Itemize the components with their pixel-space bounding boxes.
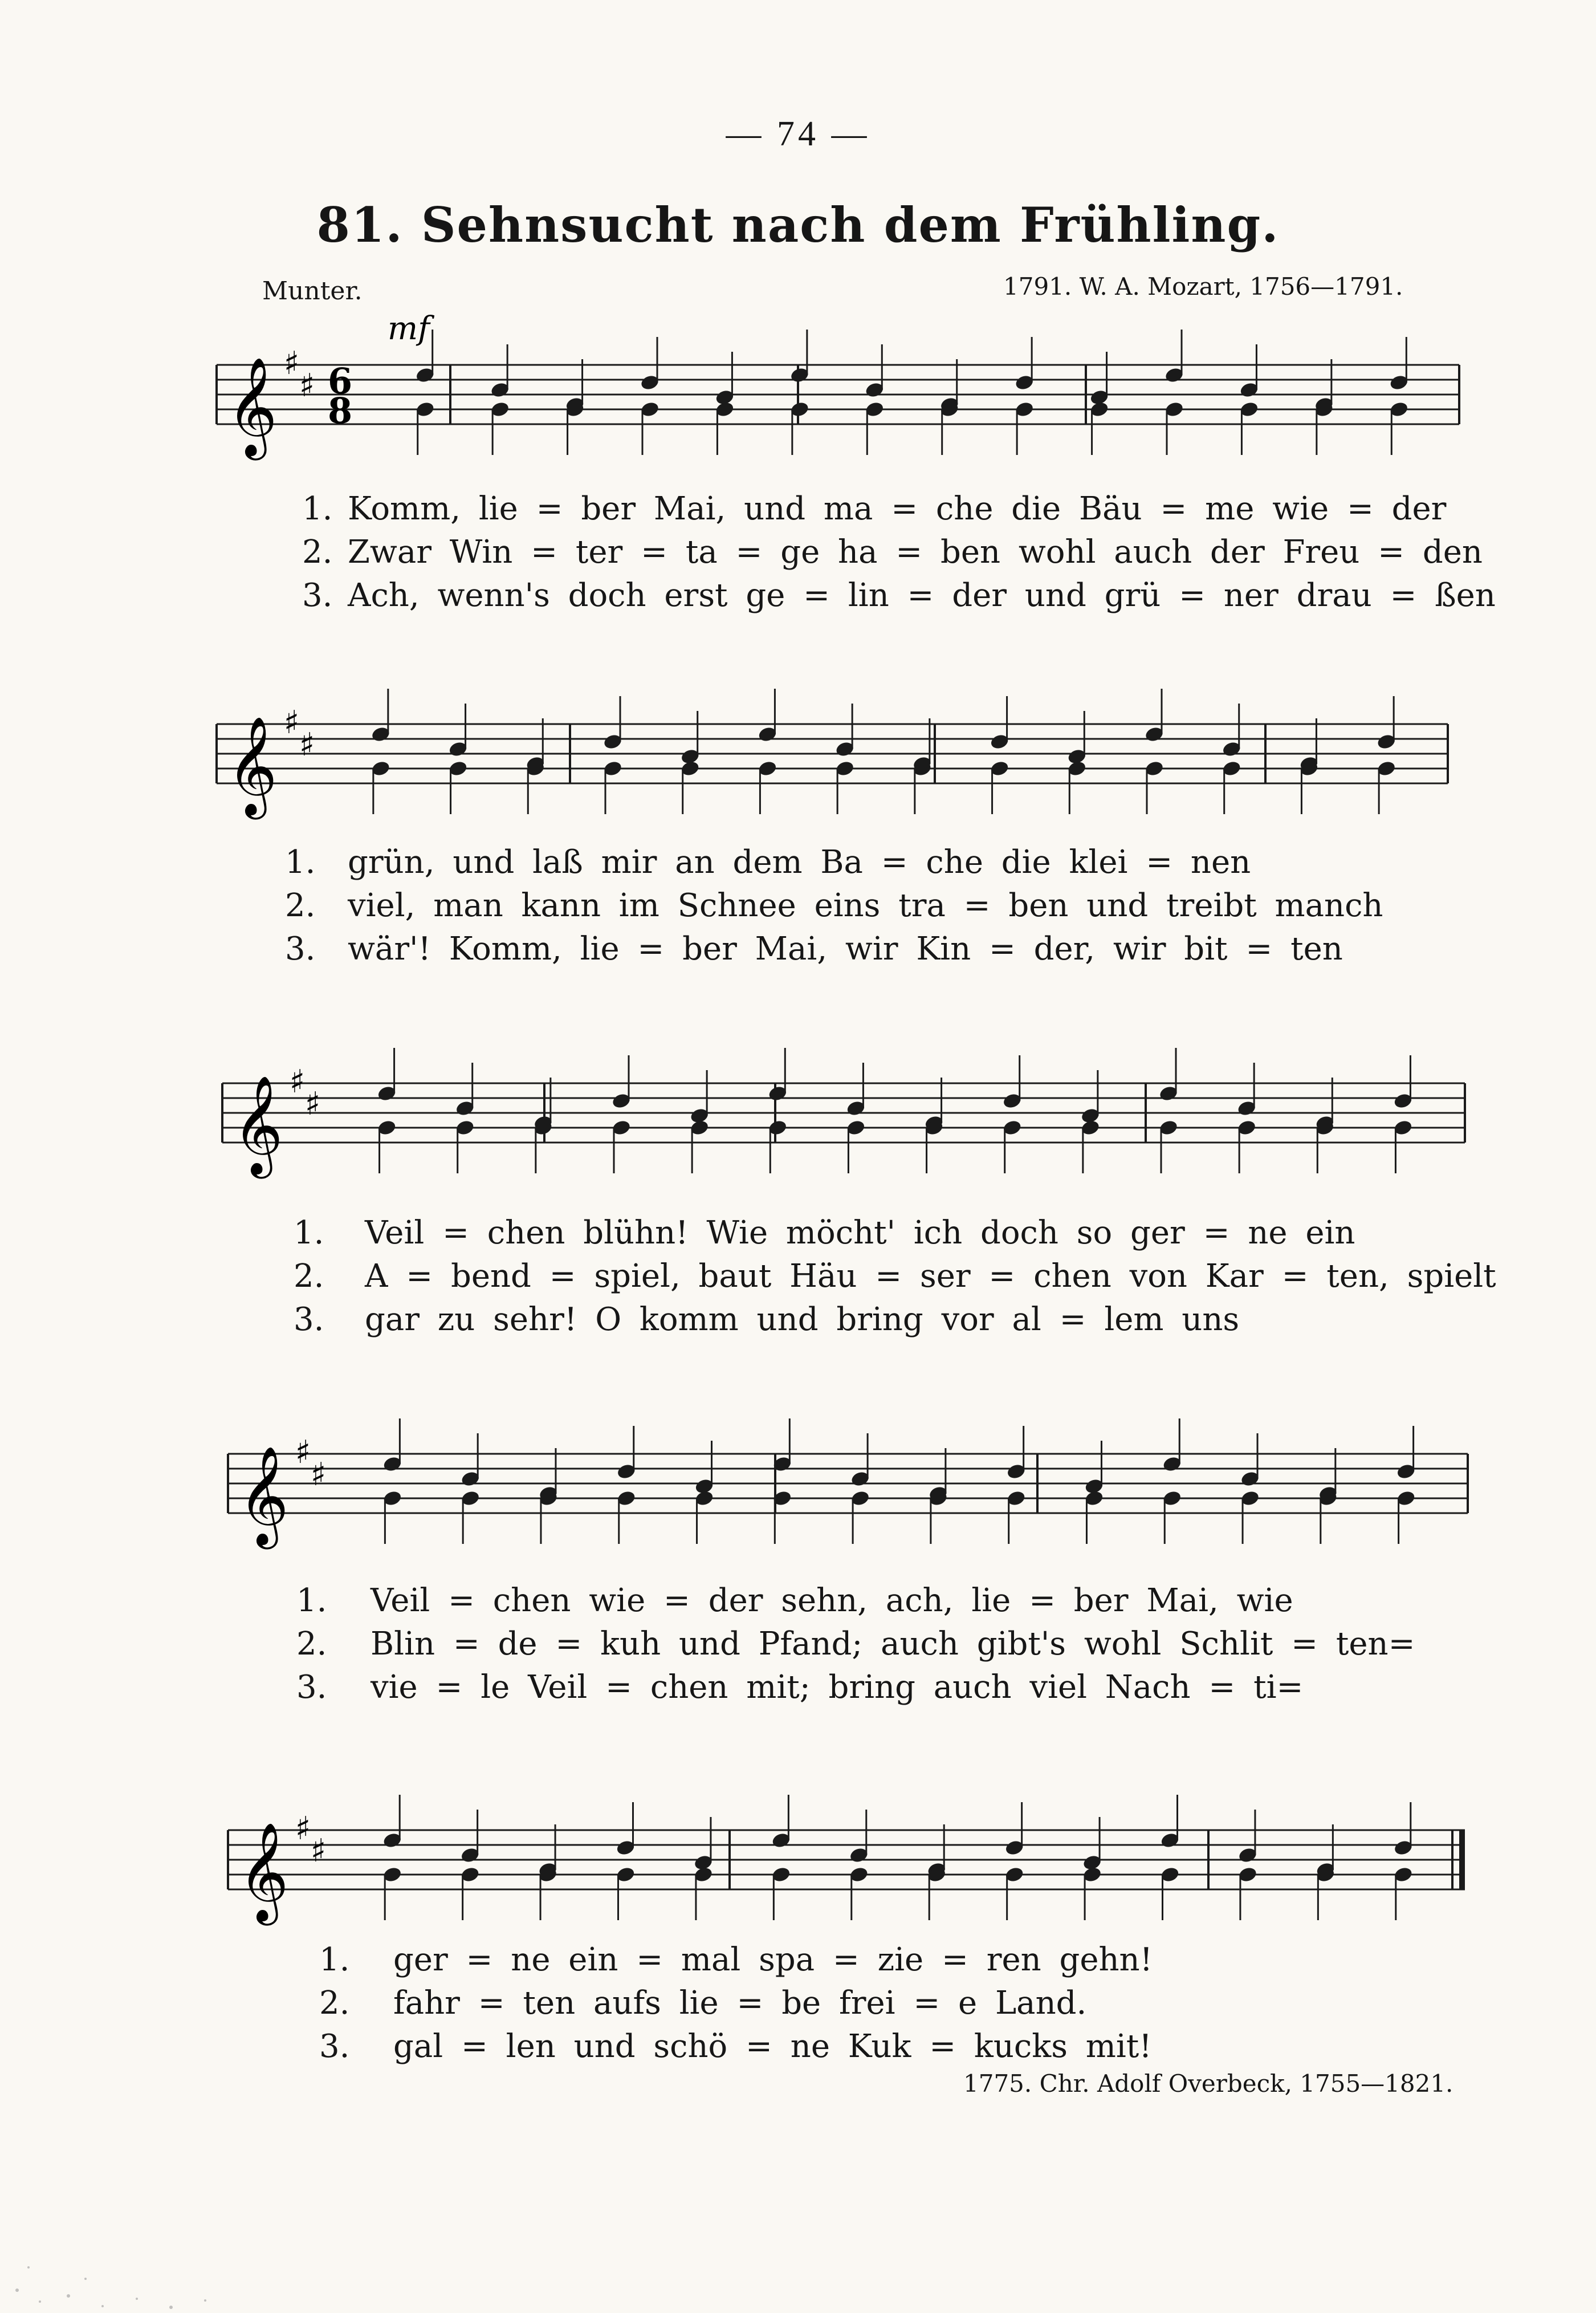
lyric-text: gal = len und schö = ne Kuk = kucks mit! <box>393 2028 1152 2065</box>
time-signature-bottom: 8 <box>328 390 353 432</box>
music-staff-system-2 <box>0 656 1596 815</box>
lyric-line <box>0 930 1596 975</box>
page-number: — 74 — <box>726 115 870 153</box>
lyric-line <box>0 1985 1596 2029</box>
treble-clef: 𝄞 <box>238 1822 289 1921</box>
lyric-line <box>0 1669 1596 1713</box>
sharp-sign: ♯ <box>311 1456 327 1493</box>
treble-clef: 𝄞 <box>233 1075 283 1174</box>
treble-clef: 𝄞 <box>227 716 278 815</box>
sharp-sign: ♯ <box>311 1832 327 1869</box>
verse-number: 1. <box>319 1941 350 1978</box>
music-staff-system-4 <box>0 1385 1596 1545</box>
sharp-sign: ♯ <box>290 1063 306 1100</box>
verse-number: 3. <box>296 1669 327 1706</box>
lyric-line <box>0 1625 1596 1670</box>
lyric-text: Veil = chen blühn! Wie möcht' ich doch so ger = ne ein <box>365 1214 1355 1251</box>
lyric-line <box>0 1941 1596 1986</box>
lyric-text: gar zu sehr! O komm und bring vor al = lem uns <box>365 1301 1240 1338</box>
verse-number: 1. <box>294 1214 324 1251</box>
lyric-line <box>0 1301 1596 1345</box>
sharp-sign: ♯ <box>305 1086 321 1123</box>
lyric-line <box>0 887 1596 932</box>
verse-number: 2. <box>296 1625 327 1662</box>
lyric-text: Blin = de = kuh und Pfand; auch gibt's wohl Schlit = ten= <box>370 1625 1415 1662</box>
verse-number: 3. <box>302 577 333 614</box>
lyric-text: A = bend = spiel, baut Häu = ser = chen von Kar = ten, spielt <box>365 1258 1496 1295</box>
verse-number: 1. <box>302 490 333 527</box>
verse-number: 1. <box>296 1582 327 1619</box>
verse-number: 2. <box>285 887 316 924</box>
time-signature-top: 6 <box>328 360 353 402</box>
sharp-sign: ♯ <box>284 345 300 382</box>
verse-number: 3. <box>294 1301 324 1338</box>
song-title: 81. Sehnsucht nach dem Frühling. <box>316 197 1280 253</box>
sharp-sign: ♯ <box>284 704 300 741</box>
lyric-text: Komm, lie = ber Mai, und ma = che die Bäu = me wie = der <box>348 490 1447 527</box>
lyric-text: Veil = chen wie = der sehn, ach, lie = ber Mai, wie <box>370 1582 1293 1619</box>
composer-credit: 1791. W. A. Mozart, 1756—1791. <box>1003 273 1403 300</box>
lyric-line <box>0 1258 1596 1302</box>
lyric-line <box>0 490 1596 535</box>
final-barline <box>1459 1830 1465 1889</box>
lyric-line <box>0 1582 1596 1627</box>
treble-clef: 𝄞 <box>238 1446 289 1545</box>
lyric-line <box>0 2028 1596 2072</box>
sharp-sign: ♯ <box>299 367 315 404</box>
lyric-line <box>0 1214 1596 1259</box>
verse-number: 1. <box>285 844 316 881</box>
lyric-text: Zwar Win = ter = ta = ge ha = ben wohl auch der Freu = den <box>348 534 1483 571</box>
verse-number: 2. <box>319 1985 350 2022</box>
lyric-text: vie = le Veil = chen mit; bring auch viel Nach = ti= <box>370 1669 1304 1706</box>
lyric-text: Ach, wenn's doch erst ge = lin = der und grü = ner drau = ßen <box>348 577 1496 614</box>
lyric-line <box>0 534 1596 578</box>
music-staff-system-3 <box>0 1015 1596 1174</box>
sharp-sign: ♯ <box>295 1434 311 1471</box>
lyric-text: fahr = ten aufs lie = be frei = e Land. <box>393 1985 1087 2022</box>
lyric-line <box>0 844 1596 888</box>
sharp-sign: ♯ <box>295 1810 311 1847</box>
verse-number: 2. <box>302 534 333 571</box>
music-staff-system-5 <box>0 1762 1596 1921</box>
lyric-text: wär'! Komm, lie = ber Mai, wir Kin = der, wir bit = ten <box>348 930 1343 968</box>
lyric-line <box>0 577 1596 621</box>
lyric-text: ger = ne ein = mal spa = zie = ren gehn! <box>393 1941 1153 1978</box>
verse-number: 3. <box>285 930 316 968</box>
lyric-text: grün, und laß mir an dem Ba = che die klei = nen <box>348 844 1251 881</box>
verse-number: 3. <box>319 2028 350 2065</box>
sharp-sign: ♯ <box>299 726 315 763</box>
poet-credit: 1775. Chr. Adolf Overbeck, 1755—1821. <box>963 2070 1453 2097</box>
treble-clef: 𝄞 <box>227 357 278 456</box>
lyric-text: viel, man kann im Schnee eins tra = ben und treibt manch <box>348 887 1383 924</box>
dynamic-marking: mf <box>388 310 430 347</box>
music-staff-system-1 <box>0 296 1596 456</box>
tempo-marking: Munter. <box>262 277 363 306</box>
paper-specks <box>0 2199 239 2313</box>
verse-number: 2. <box>294 1258 324 1295</box>
